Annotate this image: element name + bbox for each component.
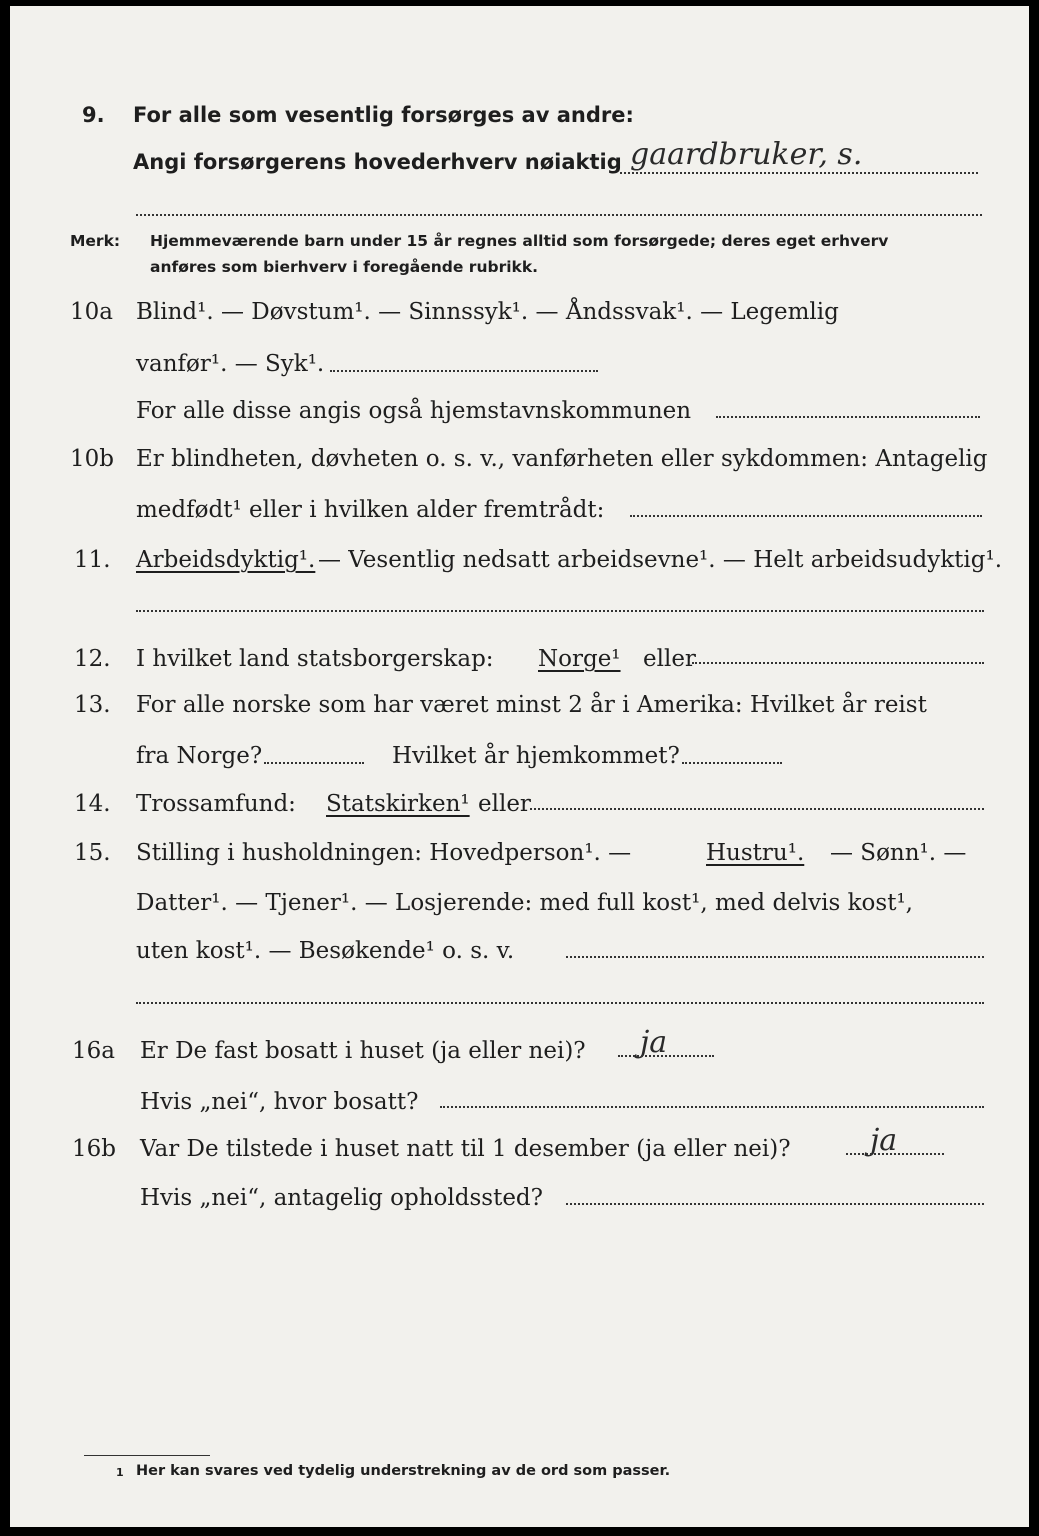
q15-line1c: — Sønn¹. —: [830, 840, 967, 866]
q16b-answer: ja: [870, 1123, 898, 1158]
q16a-bosatt-line: [440, 1106, 984, 1108]
q13-line2a: fra Norge?: [136, 743, 263, 769]
footnote-mark: 1: [116, 1466, 124, 1479]
q15-extra-line: [136, 1002, 984, 1004]
q15-line2: Datter¹. — Tjener¹. — Losjerende: med full kost¹, med delvis kost¹,: [136, 890, 913, 916]
q10a-kommune-line: [716, 416, 980, 418]
q13-reist-line: [264, 762, 364, 764]
q10b-line2: medfødt¹ eller i hvilken alder fremtrådt:: [136, 497, 605, 523]
q16a-line2: Hvis „nei“, hvor bosatt?: [140, 1089, 419, 1115]
q13-line2b: Hvilket år hjemkommet?: [392, 743, 680, 769]
q9-answer-line: [620, 172, 978, 174]
q16a-answer-line: [618, 1055, 714, 1057]
q16b-number: 16b: [72, 1136, 116, 1162]
q16b-line2: Hvis „nei“, antagelig opholdssted?: [140, 1185, 543, 1211]
q13-line1: For alle norske som har været minst 2 år i Amerika: Hvilket år reist: [136, 692, 927, 718]
note-line2: anføres som bierhverv i foregående rubrikk.: [150, 258, 539, 276]
q15-line3: uten kost¹. — Besøkende¹ o. s. v.: [136, 938, 515, 964]
q15-number: 15.: [74, 840, 111, 866]
q16b-opholdssted-line: [566, 1203, 984, 1205]
q12-option-norge: Norge¹: [538, 646, 621, 672]
note-label: Merk:: [70, 232, 121, 250]
q12-option-eller: eller: [643, 646, 696, 672]
q14-option-statskirken: Statskirken¹: [326, 791, 470, 817]
q12-text: I hvilket land statsborgerskap:: [136, 646, 494, 672]
q16a-answer: ja: [640, 1025, 668, 1060]
q10a-line1: Blind¹. — Døvstum¹. — Sinnssyk¹. — Åndssvak¹. — Legemlig: [136, 299, 839, 325]
q15-answer-line: [566, 956, 984, 958]
q14-text: Trossamfund:: [136, 791, 296, 817]
q13-number: 13.: [74, 692, 111, 718]
q15-line1a: Stilling i husholdningen: Hovedperson¹. —: [136, 840, 632, 866]
q10a-line3: For alle disse angis også hjemstavnskommunen: [136, 398, 692, 424]
q9-answer: gaardbruker, s.: [630, 137, 863, 172]
q10a-line2: vanfør¹. — Syk¹.: [136, 351, 325, 377]
q14-number: 14.: [74, 791, 111, 817]
q10b-line1: Er blindheten, døvheten o. s. v., vanførheten eller sykdommen: Antagelig: [136, 446, 988, 472]
q14-option-eller: eller: [478, 791, 531, 817]
q9-line2: Angi forsørgerens hovederhverv nøiaktig: [133, 150, 622, 174]
q9-extra-line: [136, 214, 982, 216]
q16a-number: 16a: [72, 1038, 115, 1064]
q10b-number: 10b: [70, 446, 114, 472]
q9-line1: For alle som vesentlig forsørges av andre:: [133, 103, 634, 127]
q15-option-hustru: Hustru¹.: [706, 840, 805, 866]
footnote-text: Her kan svares ved tydelig understrekning av de ord som passer.: [136, 1463, 671, 1479]
q11-option-arbeidsdyktig: Arbeidsdyktig¹.: [136, 547, 316, 573]
q16a-line1: Er De fast bosatt i huset (ja eller nei)?: [140, 1038, 586, 1064]
q16b-answer-line: [846, 1153, 944, 1155]
q10a-syk-line: [330, 370, 598, 372]
q10b-answer-line: [630, 515, 982, 517]
q13-hjemkommet-line: [682, 762, 782, 764]
q11-number: 11.: [74, 547, 111, 573]
footnote-rule: [84, 1455, 210, 1456]
q9-number: 9.: [82, 103, 105, 127]
q12-answer-line: [692, 662, 984, 664]
note-line1: Hjemmeværende barn under 15 år regnes alltid som forsørgede; deres eget erhverv: [150, 232, 889, 250]
q14-answer-line: [530, 808, 984, 810]
q11-answer-line: [136, 610, 984, 612]
q16b-line1: Var De tilstede i huset natt til 1 desember (ja eller nei)?: [140, 1136, 791, 1162]
q12-number: 12.: [74, 646, 111, 672]
q10a-number: 10a: [70, 299, 113, 325]
q11-other-options: — Vesentlig nedsatt arbeidsevne¹. — Helt arbeidsudyktig¹.: [318, 547, 1003, 573]
